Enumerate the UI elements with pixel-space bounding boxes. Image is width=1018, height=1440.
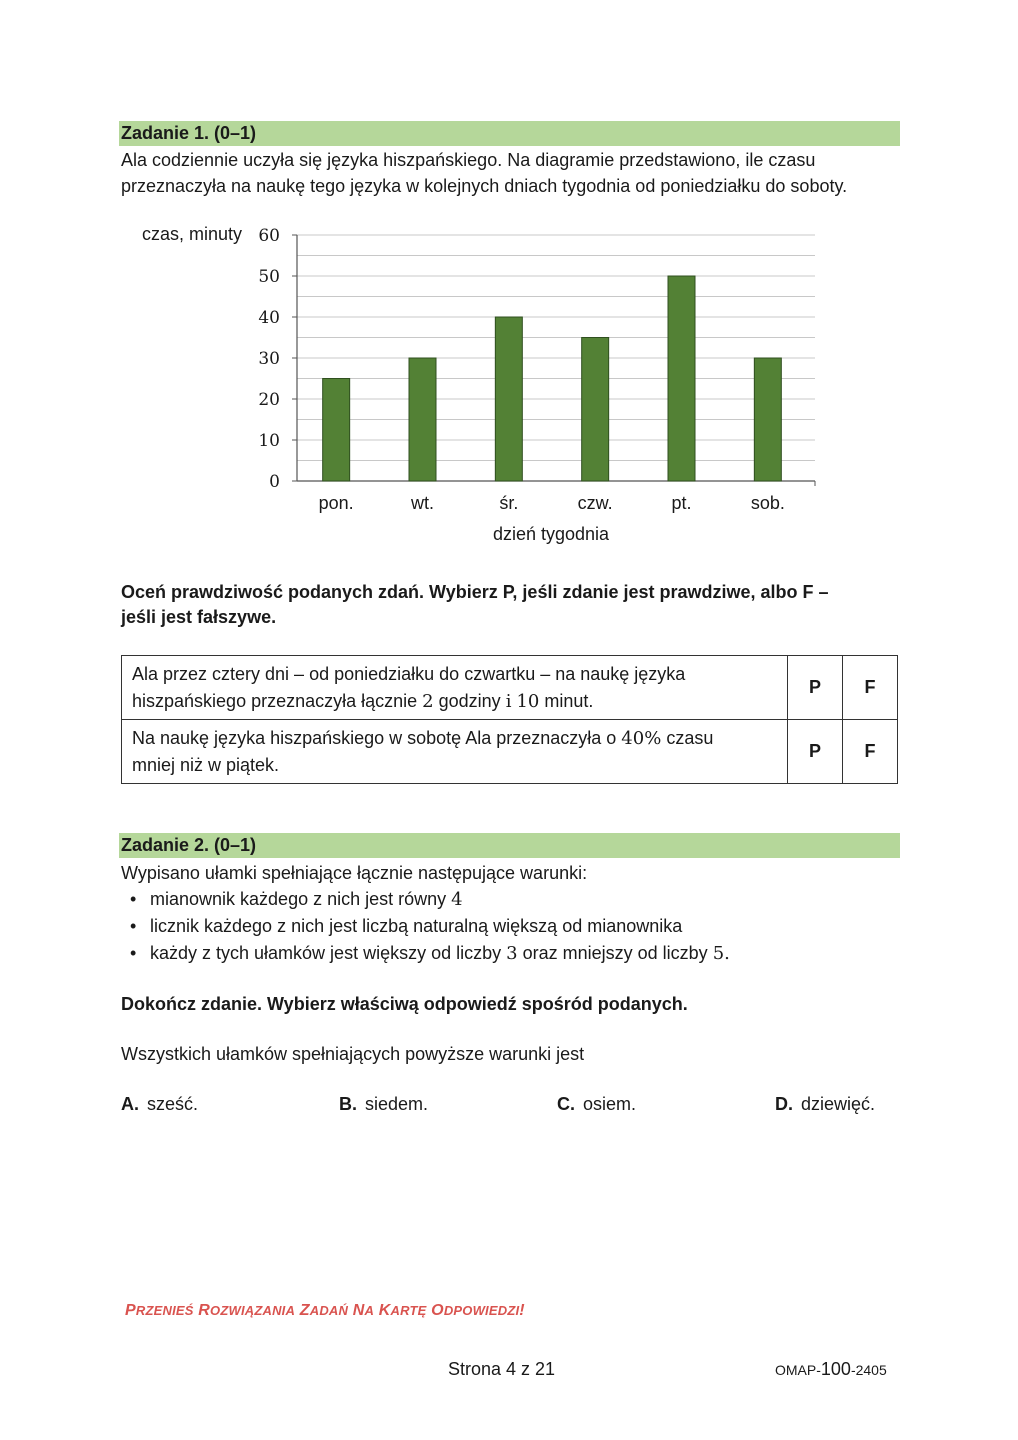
answer-a-letter: A. [121,1094,139,1114]
chart-x-ticks [319,493,785,513]
answer-b-letter: B. [339,1094,357,1114]
y-tick-label: 30 [258,349,280,369]
x-tick-label: pt. [671,493,692,513]
x-tick-label: sob. [750,493,785,513]
bullet-icon: • [130,943,137,963]
answer-d-letter: D. [775,1094,793,1114]
task2-stem: Wszystkich ułamków spełniających powyższe warunki jest [121,1044,585,1064]
answer-c-letter: C. [557,1094,575,1114]
option-f-1[interactable]: F [843,656,898,720]
condition-1-num: 4 [451,889,463,910]
task1-intro-line1: Ala codziennie uczyła się języka hiszpańskiego. Na diagramie przedstawiono, ile czasu [121,150,816,170]
answer-c[interactable] [557,1091,636,1117]
statement-1-num2: 10 [516,690,540,712]
chart-grid [292,235,815,486]
task1-instruction-line2: jeśli jest fałszywe. [121,607,277,627]
bar-4 [582,338,609,482]
answer-b[interactable] [339,1091,428,1117]
bar-1 [323,379,350,482]
chart-y-axis-label: czas, minuty [142,224,243,244]
option-p-1[interactable]: P [788,656,843,720]
answer-d[interactable] [775,1091,875,1117]
bar-2 [409,358,436,481]
condition-3-text-b: oraz mniejszy od liczby [522,943,708,963]
list-item [121,913,730,940]
statement-text [122,720,788,784]
bullet-icon: • [130,889,137,909]
answer-b-text: siedem. [365,1094,429,1114]
x-tick-label: pon. [318,493,354,513]
statement-text [122,656,788,720]
statement-1-line1: Ala przez cztery dni – od poniedziałku do czwartku – na naukę języka [132,663,686,684]
statement-1-line2a: hiszpańskiego przeznaczyła łącznie [132,690,418,711]
statement-2-line1b: czasu [666,727,714,748]
statement-1-line2b: godziny [438,690,501,711]
condition-3-num2: 5 [712,943,725,964]
conditions-list [121,886,730,967]
bullet-icon: • [130,916,137,936]
x-tick-label: śr. [499,493,519,513]
y-tick-label: 60 [258,226,280,246]
statement-1-and: i [505,690,512,712]
x-tick-label: wt. [410,493,435,513]
answer-a[interactable] [121,1091,198,1117]
bar-6 [754,358,781,481]
chart-y-ticks [258,226,280,492]
option-f-2[interactable]: F [843,720,898,784]
task1-instruction-line1: Oceń prawdziwość podanych zdań. Wybierz P, jeśli zdanie jest prawdziwe, albo F – [121,582,829,602]
statement-2-num: 40% [621,727,662,749]
option-p-2[interactable]: P [788,720,843,784]
list-item [121,886,730,913]
y-tick-label: 20 [258,390,280,410]
condition-3-text-a: każdy z tych ułamków jest większy od liczby [150,943,502,963]
page-number: Strona 4 z 21 [448,1359,556,1379]
y-tick-label: 40 [258,308,280,328]
condition-3-num1: 3 [506,943,518,964]
transfer-answers-note: PRZENIEŚ ROZWIĄZANIA ZADAŃ NA KARTĘ ODPOWIEDZI! [125,1302,525,1319]
condition-3-end: . [724,943,730,964]
answer-c-text: osiem. [583,1094,637,1114]
y-tick-label: 0 [269,472,280,492]
true-false-table [121,655,898,784]
condition-1-text: mianownik każdego z nich jest równy [150,889,447,909]
statement-row [122,720,898,784]
statement-row [122,656,898,720]
exam-code: OMAP-100-2405 [775,1359,887,1379]
chart-x-axis-label: dzień tygodnia [492,524,610,544]
bar-chart [130,218,830,548]
task2-heading: Zadanie 2. (0–1) [119,833,900,858]
bar-3 [495,317,522,481]
statement-1-num1: 2 [422,690,434,712]
bar-5 [668,276,695,481]
task2-instruction: Dokończ zdanie. Wybierz właściwą odpowiedź spośród podanych. [121,994,688,1014]
task1-intro-line2: przeznaczyła na naukę tego języka w kolejnych dniach tygodnia od poniedziałku do soboty. [121,176,848,196]
condition-2-text: licznik każdego z nich jest liczbą naturalną większą od mianownika [150,916,683,936]
task1-heading: Zadanie 1. (0–1) [119,121,900,146]
y-tick-label: 10 [258,431,280,451]
statement-2-line2: mniej niż w piątek. [132,754,280,775]
statement-1-line2c: minut. [544,690,594,711]
task2-intro: Wypisano ułamki spełniające łącznie następujące warunki: [121,863,588,883]
answer-d-text: dziewięć. [801,1094,876,1114]
x-tick-label: czw. [577,493,613,513]
statement-2-line1a: Na naukę języka hiszpańskiego w sobotę Ala przeznaczyła o [132,727,617,748]
y-tick-label: 50 [258,267,280,287]
answer-a-text: sześć. [147,1094,199,1114]
list-item [121,940,730,967]
